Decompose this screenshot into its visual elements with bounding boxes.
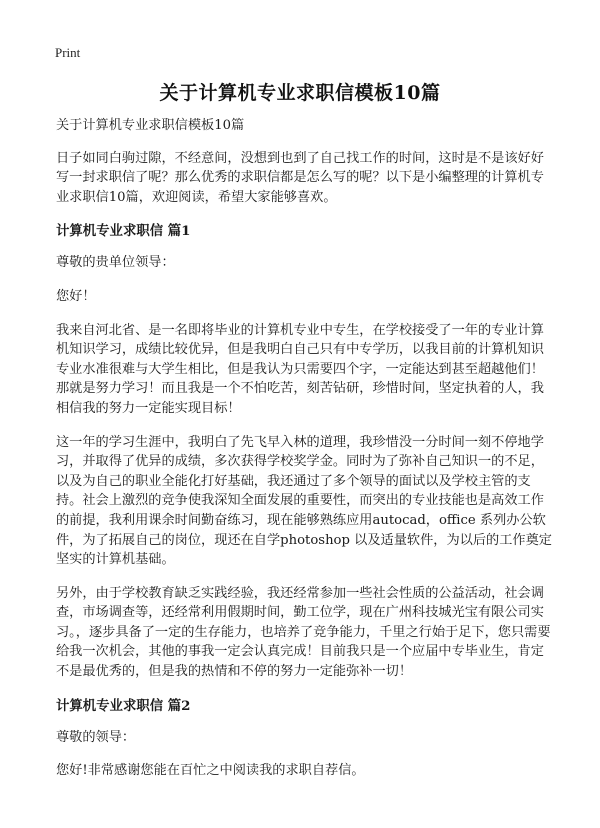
document-title: 关于计算机专业求职信模板10篇: [159, 82, 441, 104]
document-body: [56, 116, 554, 795]
section-1-paragraph: 我来自河北省、是一名即将毕业的计算机专业中专生，在学校接受了一年的专业计算机知识学习，成绩比较优异，但是我明白自己只有中专学历，以我目前的计算机知识专业水准很难与大学生相比，但是我认为只需要四个字，一定能达到甚至超越他们！那就是努力学习！而且我是一个不怕吃苦，刻苦钻研，珍惜时间，坚定执着的人，我相信我的努力一定能实现目标！: [56, 322, 544, 416]
section-1-paragraph: 另外，由于学校教育缺乏实践经验，我还经常参加一些社会性质的公益活动，社会调查，市场调查等，还经常利用假期时间，勤工位学，现在广州科技城光宝有限公司实习。，逐步具备了一定的生存能力，也培养了竞争能力，千里之行始于足下，您只需要给我一次机会，其他的事我一定会认真完成！目前我只是一个应届中专毕业生，肯定不是最优秀的，但是我的热情和不停的努力一定能弥补一切！: [56, 585, 551, 680]
section-1-salutation: 尊敬的贵单位领导：: [56, 255, 175, 271]
intro-paragraph: 日子如同白驹过隙，不经意间，没想到也到了自己找工作的时间，这时是不是该好好写一封求职信了呢？那么优秀的求职信都是怎么写的呢？以下是小编整理的计算机专业求职信10篇，欢迎阅读，希望大家能够喜欢。: [56, 150, 544, 205]
section-2-salutation: 尊敬的领导：: [56, 729, 136, 745]
subtitle: 关于计算机专业求职信模板10篇: [56, 118, 245, 133]
print-link[interactable]: Print: [55, 45, 81, 60]
section-1-greeting: 您好！: [56, 288, 96, 304]
section-2-heading: 计算机专业求职信 篇2: [56, 697, 191, 714]
section-1-paragraph: 这一年的学习生涯中，我明白了先飞早入林的道理，我珍惜没一分时间一刻不停地学习，并取得了优异的成绩，多次获得学校奖学金。同时为了弥补自己知识一的不足，以及为自己的职业全能化打好基础，我还通过了多个领导的面试以及学校主管的支持。社会上激烈的竞争使我深知全面发展的重要性，而突出的专业技能也是高效工作的前提，我利用课余时间勤奋练习，现在能够熟练应用autocad，office 系列办公软件，为了拓展自己的岗位，现还在自学photoshop 以及适量软件，为以后的工作奠定坚实的计算机基础。: [56, 434, 552, 568]
section-1-heading: 计算机专业求职信 篇1: [56, 223, 191, 240]
section-2-paragraph: 您好!非常感谢您能在百忙之中阅读我的求职自荐信。: [56, 763, 365, 779]
